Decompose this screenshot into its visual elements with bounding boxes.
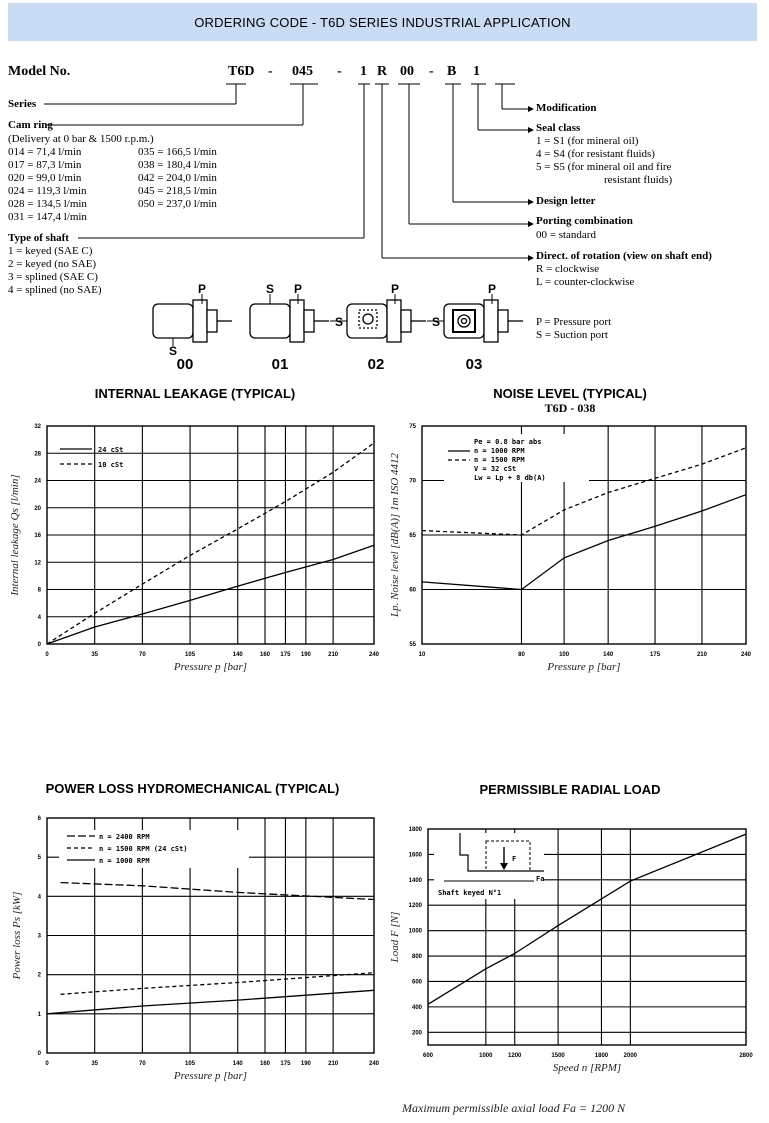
shaft-list bbox=[8, 245, 102, 297]
y-tick-label: 1400 bbox=[408, 877, 422, 884]
y-tick-label: 4 bbox=[37, 614, 41, 621]
port-label-p: P bbox=[390, 282, 400, 296]
legend-label: n = 1000 RPM bbox=[474, 447, 525, 455]
port-code-02: 02 bbox=[367, 356, 385, 372]
radial-chart-title: PERMISSIBLE RADIAL LOAD bbox=[479, 782, 661, 797]
y-tick-label: 8 bbox=[37, 587, 41, 594]
x-tick-label: 70 bbox=[139, 652, 146, 658]
x-tick-label: 35 bbox=[91, 1061, 99, 1067]
y-tick-label: 0 bbox=[37, 642, 41, 648]
legend-label: Lw = Lp + 8 db(A) bbox=[474, 474, 546, 482]
legend-label: n = 1500 RPM bbox=[474, 456, 525, 464]
y-tick-label: 16 bbox=[34, 533, 41, 539]
flow-item: 031 = 147,4 l/min bbox=[8, 211, 87, 223]
x-tick-label: 240 bbox=[368, 1061, 380, 1067]
x-tick-label: 210 bbox=[696, 652, 707, 658]
code-dash-1: - bbox=[268, 64, 273, 79]
y-tick-label: 6 bbox=[37, 816, 41, 822]
flow-item: 035 = 166,5 l/min bbox=[138, 146, 217, 158]
x-tick-label: 240 bbox=[740, 652, 752, 658]
x-axis-label: Speed n [RPM] bbox=[552, 1062, 622, 1074]
flow-item: 017 = 87,3 l/min bbox=[8, 159, 82, 171]
port-label-s: S bbox=[431, 315, 441, 329]
x-tick-label: 600 bbox=[422, 1053, 434, 1059]
x-tick-label: 10 bbox=[418, 652, 426, 658]
port-label-s: S bbox=[334, 315, 344, 329]
cam-ring-label: Cam ring bbox=[8, 119, 53, 131]
x-tick-label: 210 bbox=[328, 652, 339, 658]
code-seal: 1 bbox=[473, 64, 480, 79]
x-tick-label: 175 bbox=[280, 1061, 291, 1067]
x-tick-label: 175 bbox=[280, 652, 291, 658]
x-tick-label: 190 bbox=[300, 652, 311, 658]
y-tick-label: 1 bbox=[37, 1011, 41, 1018]
y-tick-label: 1600 bbox=[408, 852, 422, 859]
leakage-chart-title: INTERNAL LEAKAGE (TYPICAL) bbox=[94, 386, 296, 401]
y-tick-label: 5 bbox=[37, 855, 41, 862]
modification-label: Modification bbox=[536, 102, 597, 114]
x-tick-label: 1200 bbox=[508, 1053, 522, 1059]
flow-item: 028 = 134,5 l/min bbox=[8, 198, 87, 210]
model-label: Model No. bbox=[8, 64, 71, 79]
shaft-item: 1 = keyed (SAE C) bbox=[8, 245, 93, 257]
x-tick-label: 140 bbox=[232, 652, 243, 658]
legend-label: V = 32 cSt bbox=[474, 465, 517, 473]
x-tick-label: 210 bbox=[328, 1061, 339, 1067]
delivery-note: (Delivery at 0 bar & 1500 r.p.m.) bbox=[8, 133, 154, 145]
x-tick-label: 140 bbox=[603, 652, 614, 658]
y-tick-label: 1800 bbox=[408, 827, 422, 833]
port-label-p: P bbox=[487, 282, 497, 296]
code-cam-ring: 045 bbox=[292, 64, 313, 79]
x-tick-label: 2000 bbox=[623, 1053, 638, 1059]
port-diagrams bbox=[140, 282, 540, 372]
power-chart bbox=[0, 808, 385, 1088]
code-dash-2: - bbox=[337, 64, 342, 79]
y-tick-label: 4 bbox=[37, 894, 41, 901]
x-tick-label: 1000 bbox=[479, 1053, 493, 1059]
x-tick-label: 240 bbox=[368, 652, 380, 658]
code-porting: 00 bbox=[400, 64, 414, 79]
x-axis-label: Pressure p [bar] bbox=[547, 661, 621, 673]
porting-value: 00 = standard bbox=[536, 229, 596, 241]
y-tick-label: 75 bbox=[409, 424, 416, 430]
y-axis-label: Internal leakage Qs [l/min] bbox=[9, 474, 21, 596]
legend-label: n = 2400 RPM bbox=[99, 833, 150, 841]
port-label-s: S bbox=[265, 282, 275, 296]
legend-label: 24 cSt bbox=[98, 446, 124, 454]
port-label-s: S bbox=[168, 344, 178, 358]
flow-item: 050 = 237,0 l/min bbox=[138, 198, 217, 210]
x-tick-label: 160 bbox=[259, 652, 271, 658]
design-letter-label: Design letter bbox=[536, 195, 596, 207]
noise-chart-title: NOISE LEVEL (TYPICAL) bbox=[493, 386, 647, 401]
axial-load-note: Maximum permissible axial load Fa = 1200 N bbox=[402, 1101, 626, 1115]
y-tick-label: 3 bbox=[37, 933, 41, 940]
y-tick-label: 20 bbox=[34, 505, 41, 512]
rotation-label: Direct. of rotation (view on shaft end) bbox=[536, 250, 712, 262]
power-chart-title: POWER LOSS HYDROMECHANICAL (TYPICAL) bbox=[45, 781, 340, 796]
y-axis-label: Load F [N] bbox=[389, 911, 401, 963]
noise-chart bbox=[384, 415, 769, 680]
rotation-item: R = clockwise bbox=[536, 263, 600, 275]
x-tick-label: 175 bbox=[650, 652, 661, 658]
y-tick-label: 12 bbox=[34, 560, 41, 567]
x-axis-label: Pressure p [bar] bbox=[173, 1070, 248, 1082]
shaft-item: 3 = splined (SAE C) bbox=[8, 271, 98, 283]
x-tick-label: 2800 bbox=[739, 1053, 753, 1059]
inset-label-f: F bbox=[512, 855, 517, 863]
legend-label: n = 1000 RPM bbox=[99, 857, 150, 865]
y-tick-label: 32 bbox=[34, 424, 41, 430]
port-label-p: P bbox=[293, 282, 303, 296]
seal-item: 5 = S5 (for mineral oil and fire bbox=[536, 161, 672, 173]
seal-item: resistant fluids) bbox=[604, 174, 673, 186]
port-legend-item: P = Pressure port bbox=[536, 316, 612, 328]
seal-item: 4 = S4 (for resistant fluids) bbox=[536, 148, 655, 160]
rotation-list bbox=[536, 263, 634, 289]
flow-list-1 bbox=[8, 146, 87, 224]
y-tick-label: 65 bbox=[409, 533, 416, 539]
x-tick-label: 105 bbox=[185, 652, 196, 658]
y-tick-label: 2 bbox=[37, 972, 41, 979]
code-dash-3: - bbox=[429, 64, 434, 79]
rotation-item: L = counter-clockwise bbox=[536, 276, 635, 288]
x-axis-label: Pressure p [bar] bbox=[173, 661, 248, 673]
shaft-type-label: Type of shaft bbox=[8, 232, 69, 244]
x-tick-label: 0 bbox=[45, 652, 49, 658]
y-tick-label: 24 bbox=[34, 478, 41, 485]
x-tick-label: 140 bbox=[232, 1061, 243, 1067]
porting-label: Porting combination bbox=[536, 215, 633, 227]
code-series: T6D bbox=[228, 64, 255, 79]
y-axis-label: Lp. Noise level [dB(A)] 1m ISO 4412 bbox=[389, 452, 401, 618]
flow-item: 038 = 180,4 l/min bbox=[138, 159, 217, 171]
legend-label: 10 cSt bbox=[98, 461, 124, 469]
y-axis-label: Power loss Ps [kW] bbox=[11, 891, 23, 980]
x-tick-label: 190 bbox=[300, 1061, 311, 1067]
y-tick-label: 0 bbox=[37, 1051, 41, 1057]
page-title: ORDERING CODE - T6D SERIES INDUSTRIAL APPLICATION bbox=[194, 14, 571, 30]
y-tick-label: 1000 bbox=[408, 928, 422, 935]
code-shaft: 1 bbox=[360, 64, 367, 79]
code-rotation: R bbox=[377, 64, 388, 79]
port-code-03: 03 bbox=[465, 356, 483, 372]
y-tick-label: 70 bbox=[409, 478, 416, 485]
x-tick-label: 80 bbox=[518, 652, 525, 658]
flow-item: 014 = 71,4 l/min bbox=[8, 146, 82, 158]
port-label-p: P bbox=[197, 282, 207, 296]
seal-class-label: Seal class bbox=[536, 122, 581, 134]
flow-list-2 bbox=[138, 146, 217, 211]
flow-item: 042 = 204,0 l/min bbox=[138, 172, 217, 184]
x-tick-label: 1800 bbox=[594, 1053, 609, 1059]
y-tick-label: 60 bbox=[409, 587, 416, 594]
y-tick-label: 400 bbox=[411, 1004, 422, 1011]
legend-label: n = 1500 RPM (24 cSt) bbox=[99, 845, 188, 853]
port-code-01: 01 bbox=[271, 356, 289, 372]
flow-item: 045 = 218,5 l/min bbox=[138, 185, 217, 197]
noise-chart-subtitle: T6D - 038 bbox=[544, 401, 596, 415]
leakage-chart bbox=[0, 415, 385, 680]
x-tick-label: 0 bbox=[45, 1061, 49, 1067]
port-legend bbox=[536, 316, 611, 342]
flow-item: 020 = 99,0 l/min bbox=[8, 172, 82, 184]
port-legend-item: S = Suction port bbox=[536, 329, 608, 341]
y-tick-label: 600 bbox=[411, 979, 422, 986]
y-tick-label: 800 bbox=[411, 954, 422, 961]
x-tick-label: 160 bbox=[259, 1061, 271, 1067]
shaft-item: 2 = keyed (no SAE) bbox=[8, 258, 97, 270]
flow-item: 024 = 119,3 l/min bbox=[8, 185, 87, 197]
shaft-item: 4 = splined (no SAE) bbox=[8, 284, 102, 296]
seal-item: 1 = S1 (for mineral oil) bbox=[536, 135, 639, 147]
legend-label: Pe = 0.8 bar abs bbox=[474, 438, 542, 446]
series-label: Series bbox=[8, 98, 37, 110]
y-tick-label: 28 bbox=[34, 451, 41, 458]
radial-chart bbox=[384, 818, 769, 1088]
y-tick-label: 55 bbox=[409, 642, 416, 648]
x-tick-label: 100 bbox=[559, 652, 570, 658]
y-tick-label: 1200 bbox=[408, 903, 422, 910]
inset-label-shaft: Shaft keyed N°1 bbox=[438, 889, 502, 897]
seal-list bbox=[536, 135, 672, 187]
inset-label-fa: Fa bbox=[536, 875, 545, 883]
code-design: B bbox=[447, 64, 457, 79]
x-tick-label: 35 bbox=[91, 652, 99, 658]
x-tick-label: 70 bbox=[139, 1061, 146, 1067]
x-tick-label: 105 bbox=[185, 1061, 196, 1067]
x-tick-label: 1500 bbox=[551, 1053, 565, 1059]
y-tick-label: 200 bbox=[411, 1030, 422, 1037]
port-code-00: 00 bbox=[176, 356, 194, 372]
